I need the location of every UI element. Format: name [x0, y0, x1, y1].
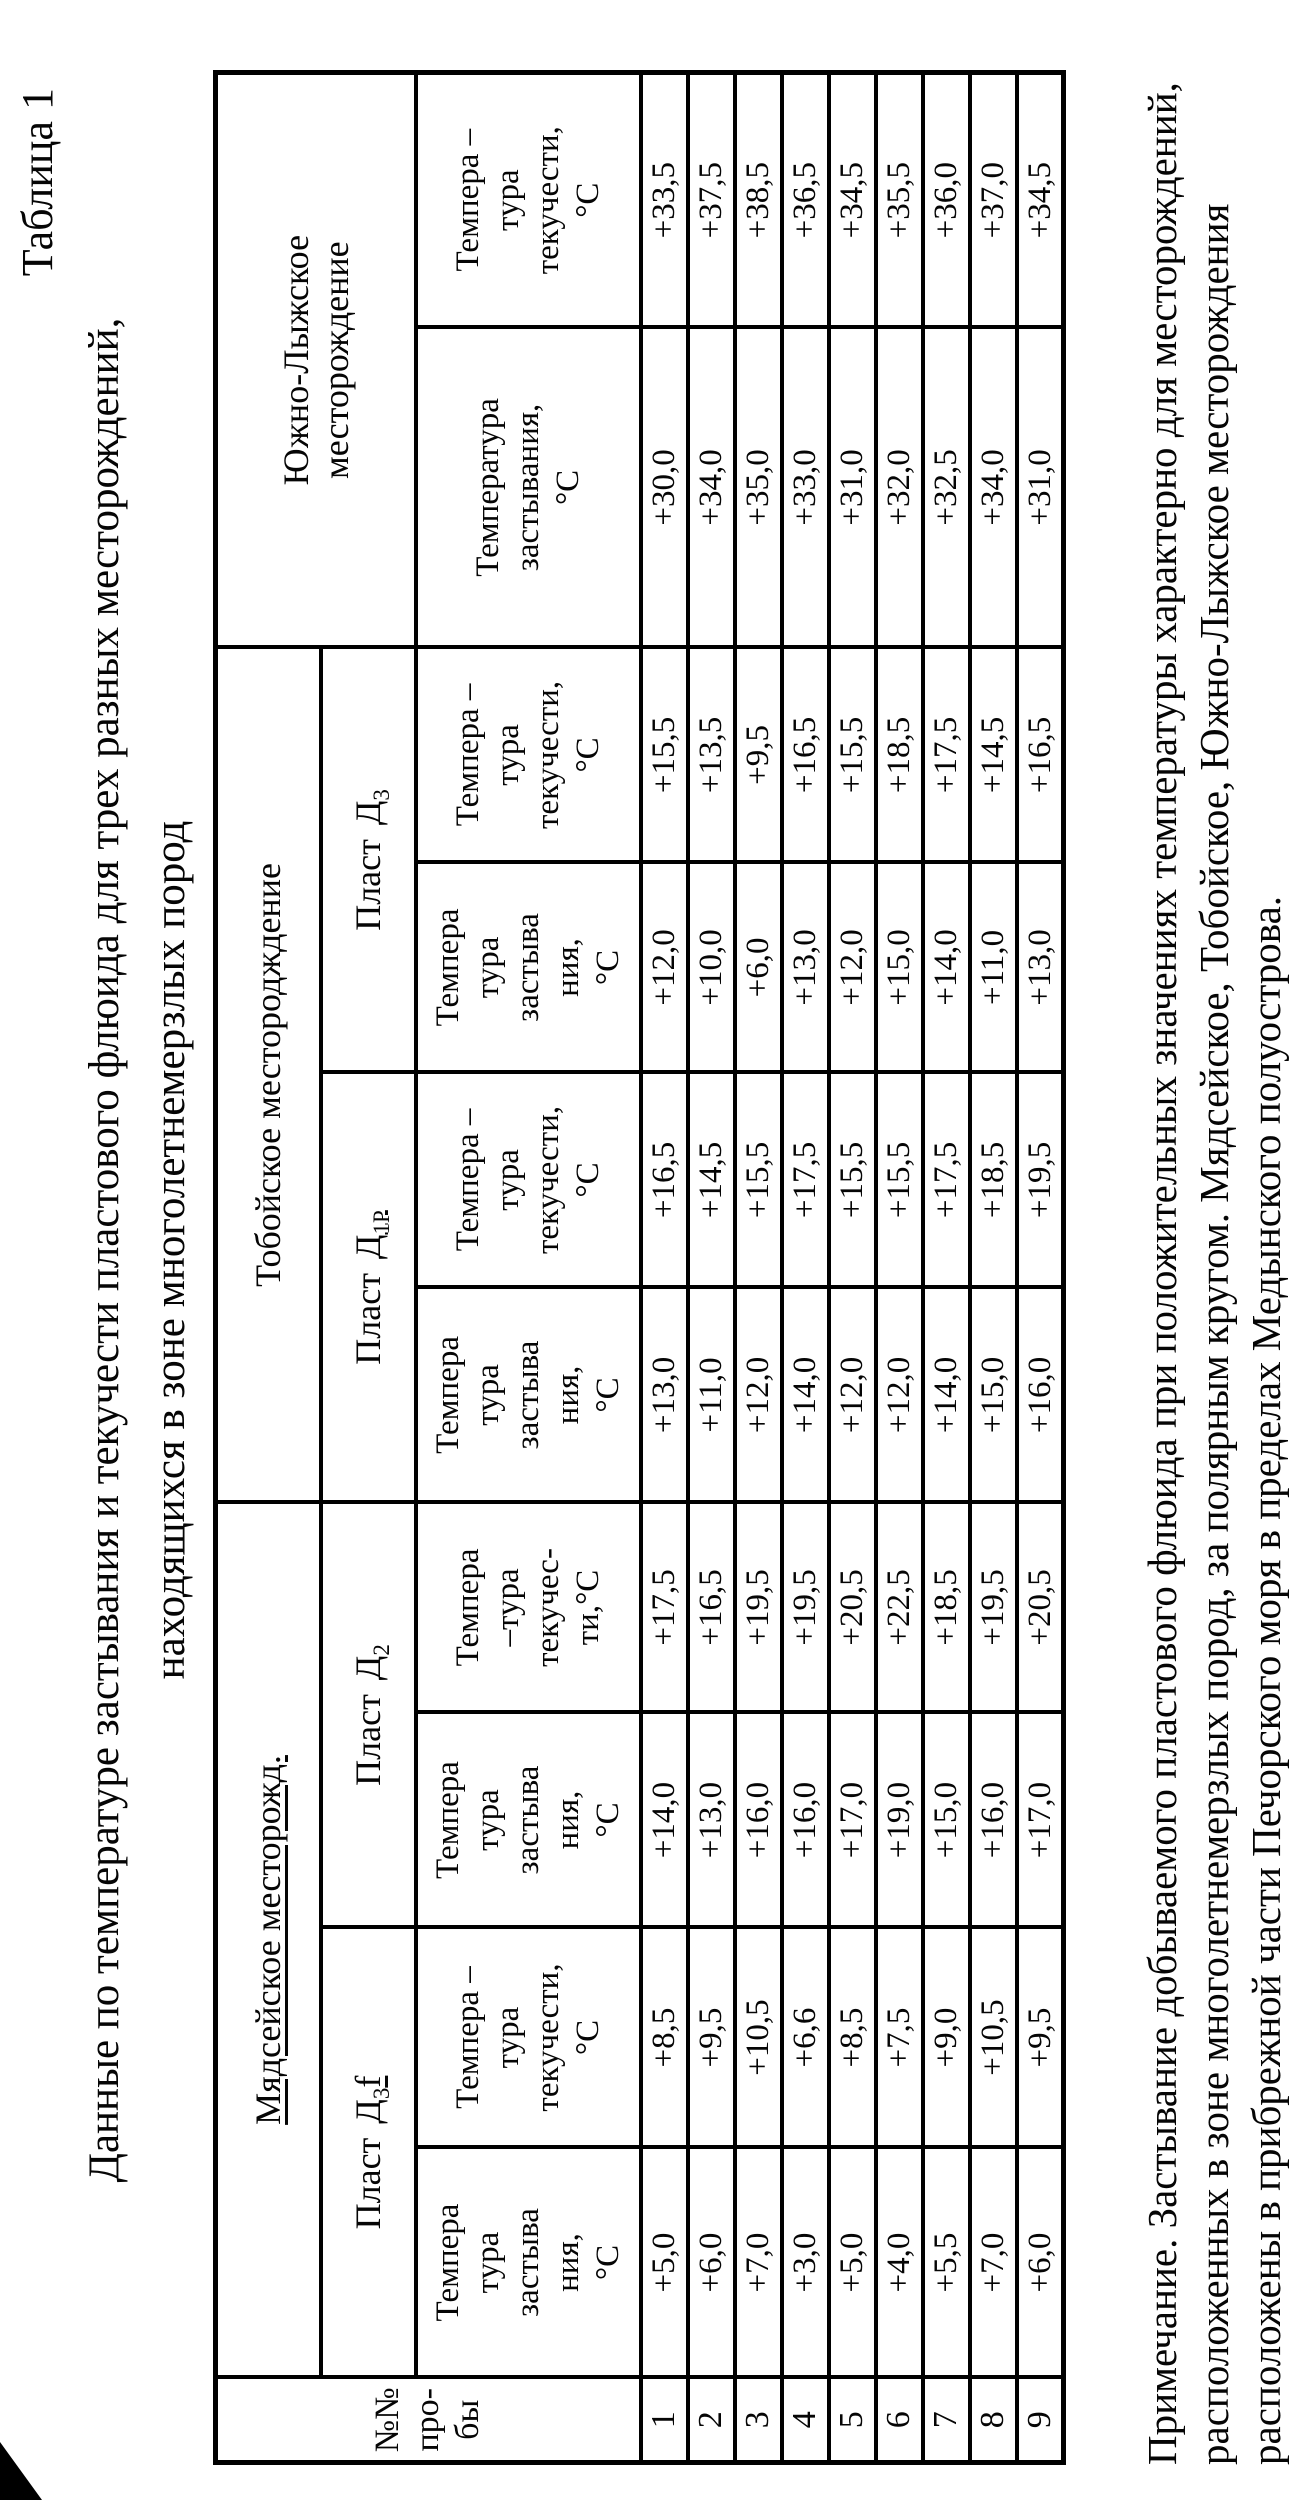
- sample-number-cell: 7: [923, 2378, 970, 2463]
- temperature-value-cell: +15,0: [876, 862, 923, 1072]
- temperature-value-cell: +9,5: [735, 647, 782, 862]
- temperature-value-cell: +9,0: [923, 1928, 970, 2148]
- temperature-value-cell: +15,5: [829, 647, 876, 862]
- temperature-value-cell: +20,5: [829, 1502, 876, 1712]
- temperature-value-cell: +33,0: [782, 327, 829, 647]
- footnote-line: расположенных в зоне многолетнемерзлых пород, за полярным кругом. Мядсейское, Тобойское, Южно-Лыжское месторождения: [1191, 203, 1237, 2465]
- table-header: [216, 72, 641, 2462]
- temperature-value-cell: +7,5: [876, 1928, 923, 2148]
- temperature-value-cell: +20,5: [1017, 1502, 1064, 1712]
- field-header-myadseyskoye: Мядсейское месторожд.: [216, 1502, 321, 2377]
- temperature-value-cell: +19,0: [876, 1713, 923, 1928]
- temperature-value-cell: +32,0: [876, 327, 923, 647]
- temperature-value-cell: +36,0: [923, 72, 970, 327]
- footnote-line: расположены в прибрежной части Печорского моря в пределах Медынского полуострова.: [1243, 895, 1289, 2465]
- plast-d1p-header: ПластД$_{1Р}$: [321, 1072, 416, 1502]
- table-row: [641, 72, 688, 2462]
- temperature-value-cell: +17,5: [782, 1072, 829, 1287]
- document-title-line1: Данные по температуре застывания и текучести пластового флюида для трех разных месторождений,: [81, 317, 128, 2183]
- temperature-value-cell: +36,5: [782, 72, 829, 327]
- temperature-value-cell: +15,5: [641, 647, 688, 862]
- table-body: [641, 72, 1064, 2462]
- temperature-value-cell: +12,0: [829, 1287, 876, 1502]
- temperature-value-cell: +7,0: [970, 2148, 1017, 2378]
- field-header-yuzhno-lyzhskoye: Южно-Лыжское месторождение: [216, 72, 416, 647]
- temperature-value-cell: +6,0: [735, 862, 782, 1072]
- temperature-value-cell: +14,5: [970, 647, 1017, 862]
- col-header-d3f-pour: Темпера тура застыва ния, °С: [416, 2148, 641, 2378]
- sample-number-cell: 5: [829, 2378, 876, 2463]
- temperature-value-cell: +3,0: [782, 2148, 829, 2378]
- temperature-value-cell: +37,0: [970, 72, 1017, 327]
- col-header-d2-pour: Темпера тура застыва ния, °С: [416, 1713, 641, 1928]
- sample-number-cell: 3: [735, 2378, 782, 2463]
- sample-number-cell: 2: [688, 2378, 735, 2463]
- col-header-d3-fluidity: Темпера – тура текучести, °С: [416, 647, 641, 862]
- temperature-value-cell: +38,5: [735, 72, 782, 327]
- plast-d2-header: ПластД$_2$: [321, 1502, 416, 1927]
- temperature-value-cell: +18,5: [923, 1502, 970, 1712]
- scan-corner-artifact: [0, 2442, 42, 2500]
- footnote: [1136, 25, 1292, 2465]
- temperature-value-cell: +10,5: [970, 1928, 1017, 2148]
- temperature-value-cell: +6,0: [1017, 2148, 1064, 2378]
- temperature-value-cell: +5,0: [829, 2148, 876, 2378]
- temperature-value-cell: +17,0: [1017, 1713, 1064, 1928]
- table-row: [829, 72, 876, 2462]
- temperature-value-cell: +17,5: [641, 1502, 688, 1712]
- temperature-value-cell: +10,0: [688, 862, 735, 1072]
- temperature-value-cell: +19,5: [735, 1502, 782, 1712]
- temperature-value-cell: +19,5: [1017, 1072, 1064, 1287]
- col-header-d1p-pour: Темпера тура застыва ния, °С: [416, 1287, 641, 1502]
- temperature-value-cell: +35,5: [876, 72, 923, 327]
- temperature-value-cell: +16,0: [782, 1713, 829, 1928]
- temperature-value-cell: +31,0: [1017, 327, 1064, 647]
- temperature-value-cell: +18,5: [876, 647, 923, 862]
- col-header-yuzhno-fluidity: Темпера – тура текучести, °С: [416, 72, 641, 327]
- temperature-value-cell: +11,0: [970, 862, 1017, 1072]
- temperature-value-cell: +5,0: [641, 2148, 688, 2378]
- temperature-value-cell: +14,5: [688, 1072, 735, 1287]
- temperature-value-cell: +13,0: [688, 1713, 735, 1928]
- temperature-value-cell: +19,5: [782, 1502, 829, 1712]
- col-header-d2-fluidity: Темпера –тура текучес- ти,°С: [416, 1502, 641, 1712]
- temperature-value-cell: +9,5: [688, 1928, 735, 2148]
- temperature-value-cell: +17,5: [923, 1072, 970, 1287]
- temperature-value-cell: +12,0: [829, 862, 876, 1072]
- temperature-value-cell: +17,0: [829, 1713, 876, 1928]
- sample-number-cell: 9: [1017, 2378, 1064, 2463]
- temperature-value-cell: +6,0: [688, 2148, 735, 2378]
- temperature-value-cell: +13,0: [782, 862, 829, 1072]
- table-row: [688, 72, 735, 2462]
- temperature-value-cell: +5,5: [923, 2148, 970, 2378]
- temperature-value-cell: +12,0: [641, 862, 688, 1072]
- temperature-value-cell: +19,5: [970, 1502, 1017, 1712]
- temperature-value-cell: +14,0: [923, 862, 970, 1072]
- temperature-value-cell: +22,5: [876, 1502, 923, 1712]
- temperature-value-cell: +9,5: [1017, 1928, 1064, 2148]
- plast-d3f-header: ПластД$_3$f: [321, 1928, 416, 2378]
- temperature-value-cell: +11,0: [688, 1287, 735, 1502]
- header-row-measures: [416, 72, 641, 2462]
- temperature-value-cell: +34,0: [970, 327, 1017, 647]
- temperature-value-cell: +14,0: [782, 1287, 829, 1502]
- table-row: [923, 72, 970, 2462]
- temperature-value-cell: +37,5: [688, 72, 735, 327]
- document-title-line2: находящихся в зоне многолетнемерзлых пород: [147, 820, 194, 1680]
- temperature-value-cell: +4,0: [876, 2148, 923, 2378]
- temperature-value-cell: +33,5: [641, 72, 688, 327]
- footnote-line: Примечание. Застывание добываемого пластового флюида при положительных значениях температуры характерно для месторождений,: [1139, 82, 1185, 2465]
- temperature-value-cell: +7,0: [735, 2148, 782, 2378]
- fluid-temperature-table: [213, 70, 1066, 2465]
- temperature-value-cell: +15,5: [829, 1072, 876, 1287]
- table-row: [876, 72, 923, 2462]
- temperature-value-cell: +13,0: [1017, 862, 1064, 1072]
- header-row-fields: [216, 72, 321, 2462]
- sample-number-header: №№ про- бы: [216, 2378, 641, 2463]
- temperature-value-cell: +12,0: [876, 1287, 923, 1502]
- sample-number-cell: 6: [876, 2378, 923, 2463]
- temperature-value-cell: +16,0: [970, 1713, 1017, 1928]
- temperature-value-cell: +35,0: [735, 327, 782, 647]
- col-header-d3-pour: Темпера тура застыва ния, °С: [416, 862, 641, 1072]
- temperature-value-cell: +18,5: [970, 1072, 1017, 1287]
- temperature-value-cell: +6,6: [782, 1928, 829, 2148]
- temperature-value-cell: +13,0: [641, 1287, 688, 1502]
- temperature-value-cell: +32,5: [923, 327, 970, 647]
- temperature-value-cell: +14,0: [641, 1713, 688, 1928]
- temperature-value-cell: +30,0: [641, 327, 688, 647]
- table-row: [1017, 72, 1064, 2462]
- table-row: [735, 72, 782, 2462]
- temperature-value-cell: +31,0: [829, 327, 876, 647]
- table-row: [970, 72, 1017, 2462]
- temperature-value-cell: +8,5: [829, 1928, 876, 2148]
- sample-number-cell: 4: [782, 2378, 829, 2463]
- temperature-value-cell: +15,5: [735, 1072, 782, 1287]
- temperature-value-cell: +17,5: [923, 647, 970, 862]
- temperature-value-cell: +16,5: [688, 1502, 735, 1712]
- temperature-value-cell: +16,0: [735, 1713, 782, 1928]
- table-label: Таблица 1: [13, 88, 62, 277]
- temperature-value-cell: +16,5: [641, 1072, 688, 1287]
- temperature-value-cell: +14,0: [923, 1287, 970, 1502]
- temperature-value-cell: +10,5: [735, 1928, 782, 2148]
- temperature-value-cell: +15,0: [970, 1287, 1017, 1502]
- plast-d3-header: ПластД$_3$: [321, 647, 416, 1072]
- sample-number-cell: 8: [970, 2378, 1017, 2463]
- temperature-value-cell: +12,0: [735, 1287, 782, 1502]
- temperature-value-cell: +34,5: [829, 72, 876, 327]
- temperature-value-cell: +15,0: [923, 1713, 970, 1928]
- col-header-yuzhno-pour: Температура застывания, °С: [416, 327, 641, 647]
- sample-number-cell: 1: [641, 2378, 688, 2463]
- temperature-value-cell: +8,5: [641, 1928, 688, 2148]
- temperature-value-cell: +13,5: [688, 647, 735, 862]
- field-header-toboyskoye: Тобойское местородждение: [216, 647, 321, 1502]
- temperature-value-cell: +34,0: [688, 327, 735, 647]
- temperature-value-cell: +16,5: [1017, 647, 1064, 862]
- temperature-value-cell: +16,0: [1017, 1287, 1064, 1502]
- table-row: [782, 72, 829, 2462]
- temperature-value-cell: +34,5: [1017, 72, 1064, 327]
- col-header-d3f-fluidity: Темпера – тура текучести, °С: [416, 1928, 641, 2148]
- temperature-value-cell: +16,5: [782, 647, 829, 862]
- col-header-d1p-fluidity: Темпера – тура текучести, °С: [416, 1072, 641, 1287]
- temperature-value-cell: +15,5: [876, 1072, 923, 1287]
